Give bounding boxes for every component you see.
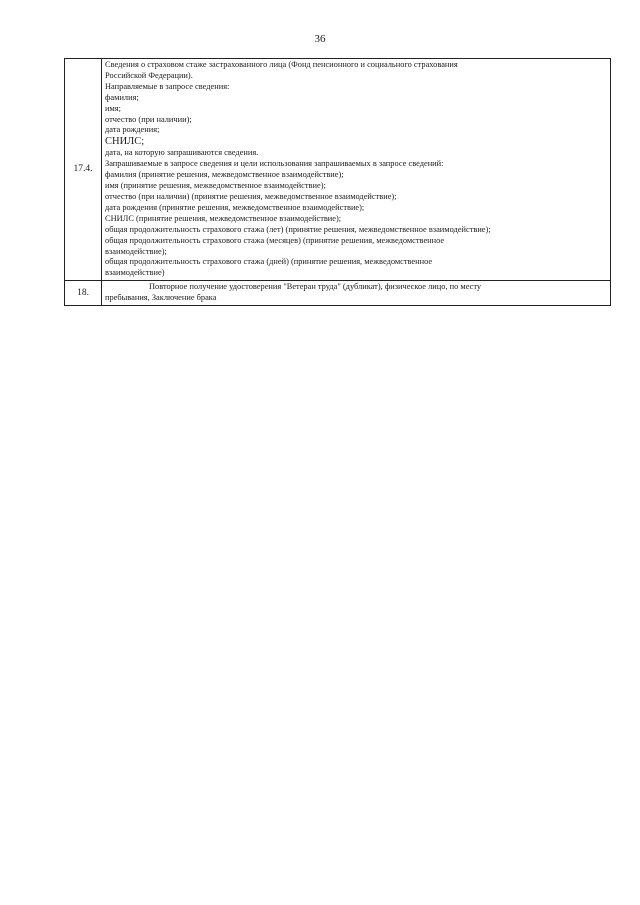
text-line: общая продолжительность страхового стажа (лет) (принятие решения, межведомственное взаимодействие); xyxy=(105,224,491,234)
row-number: 17.4. xyxy=(65,59,102,281)
text-line: Запрашиваемые в запросе сведения и цели использования запрашиваемых в запросе сведений: xyxy=(105,159,444,169)
text-line: взаимодействие) xyxy=(105,268,165,278)
row-content xyxy=(102,59,611,281)
text-line: Сведения о страховом стаже застрахованного лица (Фонд пенсионного и социального страхования xyxy=(105,60,458,69)
text-line: СНИЛС (принятие решения, межведомственное взаимодействие); xyxy=(105,213,342,223)
text-line: взаимодействие); xyxy=(105,246,167,256)
row-content xyxy=(102,281,611,306)
text-line: Направляемые в запросе сведения: xyxy=(105,81,230,91)
text-line: Повторное получение удостоверения "Ветеран труда" (дубликат), физическое лицо, по месту xyxy=(149,282,482,292)
text-line: отчество (при наличии); xyxy=(105,114,192,124)
text-line: имя (принятие решения, межведомственное взаимодействие); xyxy=(105,181,326,191)
text-line: общая продолжительность страхового стажа (месяцев) (принятие решения, межведомственное xyxy=(105,235,445,245)
text-line: дата, на которую запрашиваются сведения. xyxy=(105,148,259,158)
text-line: дата рождения; xyxy=(105,125,160,135)
text-line: Российской Федерации). xyxy=(105,70,193,80)
text-line: СНИЛС; xyxy=(105,136,145,148)
page-number: 36 xyxy=(314,33,326,45)
text-line: фамилия (принятие решения, межведомственное взаимодействие); xyxy=(105,170,344,180)
table-row-17-4 xyxy=(65,59,611,281)
text-line: отчество (при наличии) (принятие решения, межведомственное взаимодействие); xyxy=(105,191,397,201)
text-line: имя; xyxy=(105,103,121,113)
text-line: общая продолжительность страхового стажа (дней) (принятие решения, межведомственное xyxy=(105,257,433,267)
table-row-18 xyxy=(65,281,611,306)
services-table xyxy=(64,58,611,306)
text-line: дата рождения (принятие решения, межведомственное взаимодействие); xyxy=(105,202,365,212)
row-number: 18. xyxy=(65,281,102,306)
text-line: пребывания, Заключение брака xyxy=(105,293,217,303)
text-line: фамилия; xyxy=(105,92,139,102)
